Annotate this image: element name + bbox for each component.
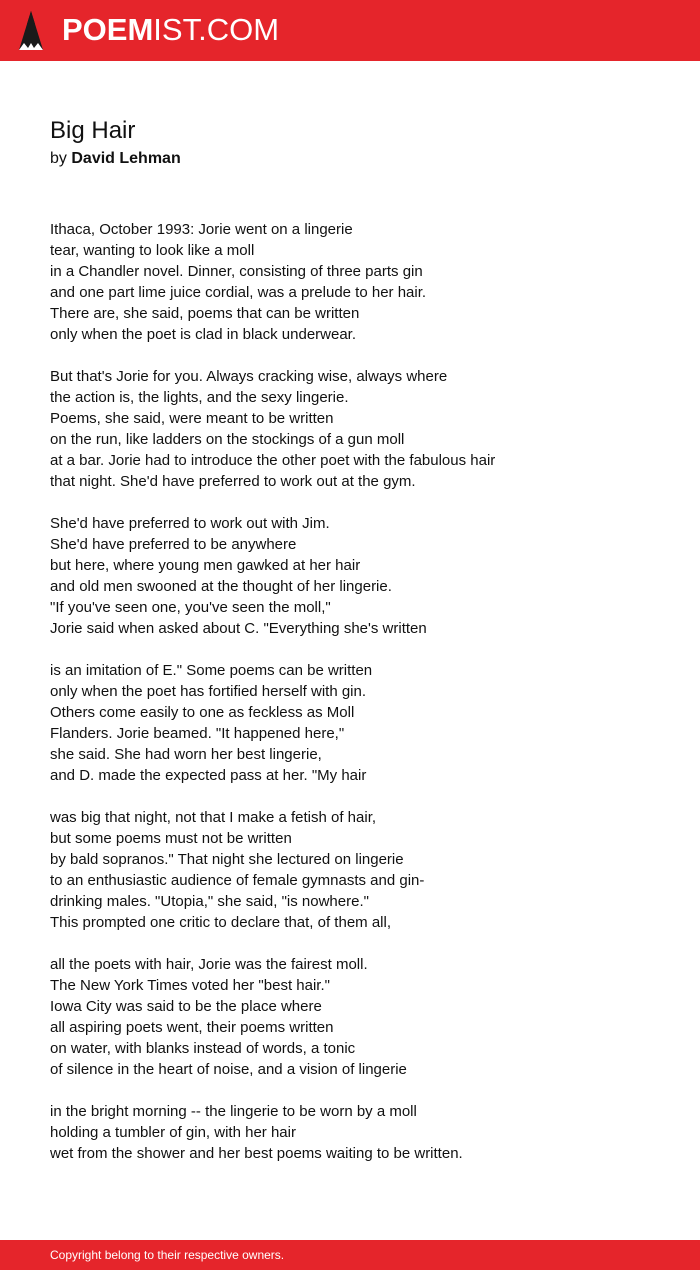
poem-line: and old men swooned at the thought of her lingerie. <box>50 578 392 595</box>
poem-line: at a bar. Jorie had to introduce the other poet with the fabulous hair <box>50 452 496 469</box>
poem-line: to an enthusiastic audience of female gymnasts and gin- <box>50 872 425 889</box>
site-header <box>0 0 700 61</box>
poem-line: Others come easily to one as feckless as Moll <box>50 704 355 721</box>
stanza <box>50 219 650 345</box>
by-label: by <box>50 150 67 167</box>
poem-line: that night. She'd have preferred to work out at the gym. <box>50 473 416 490</box>
poem-line: by bald sopranos." That night she lectured on lingerie <box>50 851 404 868</box>
author-name[interactable]: David Lehman <box>71 150 181 167</box>
stanza <box>50 366 650 492</box>
poem-line: the action is, the lights, and the sexy lingerie. <box>50 389 349 406</box>
poem-line: only when the poet is clad in black underwear. <box>50 326 357 343</box>
poem-line: in the bright morning -- the lingerie to be worn by a moll <box>50 1103 417 1120</box>
poem-line: She'd have preferred to be anywhere <box>50 536 297 553</box>
poem-line: Iowa City was said to be the place where <box>50 998 322 1015</box>
stanza <box>50 1101 650 1164</box>
poem-line: is an imitation of E." Some poems can be written <box>50 662 373 679</box>
poem-line: This prompted one critic to declare that, of them all, <box>50 914 391 931</box>
logo-bold-text: POEM <box>62 12 154 47</box>
stanza <box>50 954 650 1080</box>
poem-line: she said. She had worn her best lingerie, <box>50 746 322 763</box>
poem-line: But that's Jorie for you. Always cracking wise, always where <box>50 368 448 385</box>
site-logo[interactable] <box>62 12 279 48</box>
poem-line: and one part lime juice cordial, was a prelude to her hair. <box>50 284 427 301</box>
poem-line: only when the poet has fortified herself with gin. <box>50 683 367 700</box>
poem-line: on water, with blanks instead of words, a tonic <box>50 1040 356 1057</box>
poem-line: drinking males. "Utopia," she said, "is nowhere." <box>50 893 369 910</box>
poem-line: but here, where young men gawked at her hair <box>50 557 361 574</box>
poem-line: and D. made the expected pass at her. "My hair <box>50 767 367 784</box>
poem-line: holding a tumbler of gin, with her hair <box>50 1124 296 1141</box>
stanza <box>50 807 650 933</box>
copyright-notice: Copyright belong to their respective owners. <box>50 1248 285 1262</box>
poem-line: but some poems must not be written <box>50 830 292 847</box>
poem-line: wet from the shower and her best poems waiting to be written. <box>50 1145 463 1162</box>
poem-line: Ithaca, October 1993: Jorie went on a lingerie <box>50 221 353 238</box>
poem-line: tear, wanting to look like a moll <box>50 242 255 259</box>
poem-line: There are, she said, poems that can be written <box>50 305 360 322</box>
poem-line: on the run, like ladders on the stockings of a gun moll <box>50 431 405 448</box>
byline <box>50 149 181 169</box>
stanza <box>50 513 650 639</box>
poem-line: She'd have preferred to work out with Jim. <box>50 515 330 532</box>
pencil-icon[interactable] <box>17 10 45 52</box>
poem-title: Big Hair <box>50 117 136 144</box>
poem-line: The New York Times voted her "best hair." <box>50 977 330 994</box>
poem-line: all aspiring poets went, their poems written <box>50 1019 334 1036</box>
poem-body <box>50 219 650 1185</box>
poem-line: of silence in the heart of noise, and a vision of lingerie <box>50 1061 407 1078</box>
poem-line: all the poets with hair, Jorie was the fairest moll. <box>50 956 368 973</box>
poem-line: Poems, she said, were meant to be written <box>50 410 334 427</box>
poem-line: "If you've seen one, you've seen the moll," <box>50 599 331 616</box>
poem-line: was big that night, not that I make a fetish of hair, <box>50 809 377 826</box>
poem-line: Flanders. Jorie beamed. "It happened here," <box>50 725 345 742</box>
stanza <box>50 660 650 786</box>
poem-line: in a Chandler novel. Dinner, consisting of three parts gin <box>50 263 423 280</box>
site-footer <box>0 1240 700 1270</box>
poem-line: Jorie said when asked about C. "Everything she's written <box>50 620 427 637</box>
logo-light-text: IST.COM <box>153 12 280 47</box>
